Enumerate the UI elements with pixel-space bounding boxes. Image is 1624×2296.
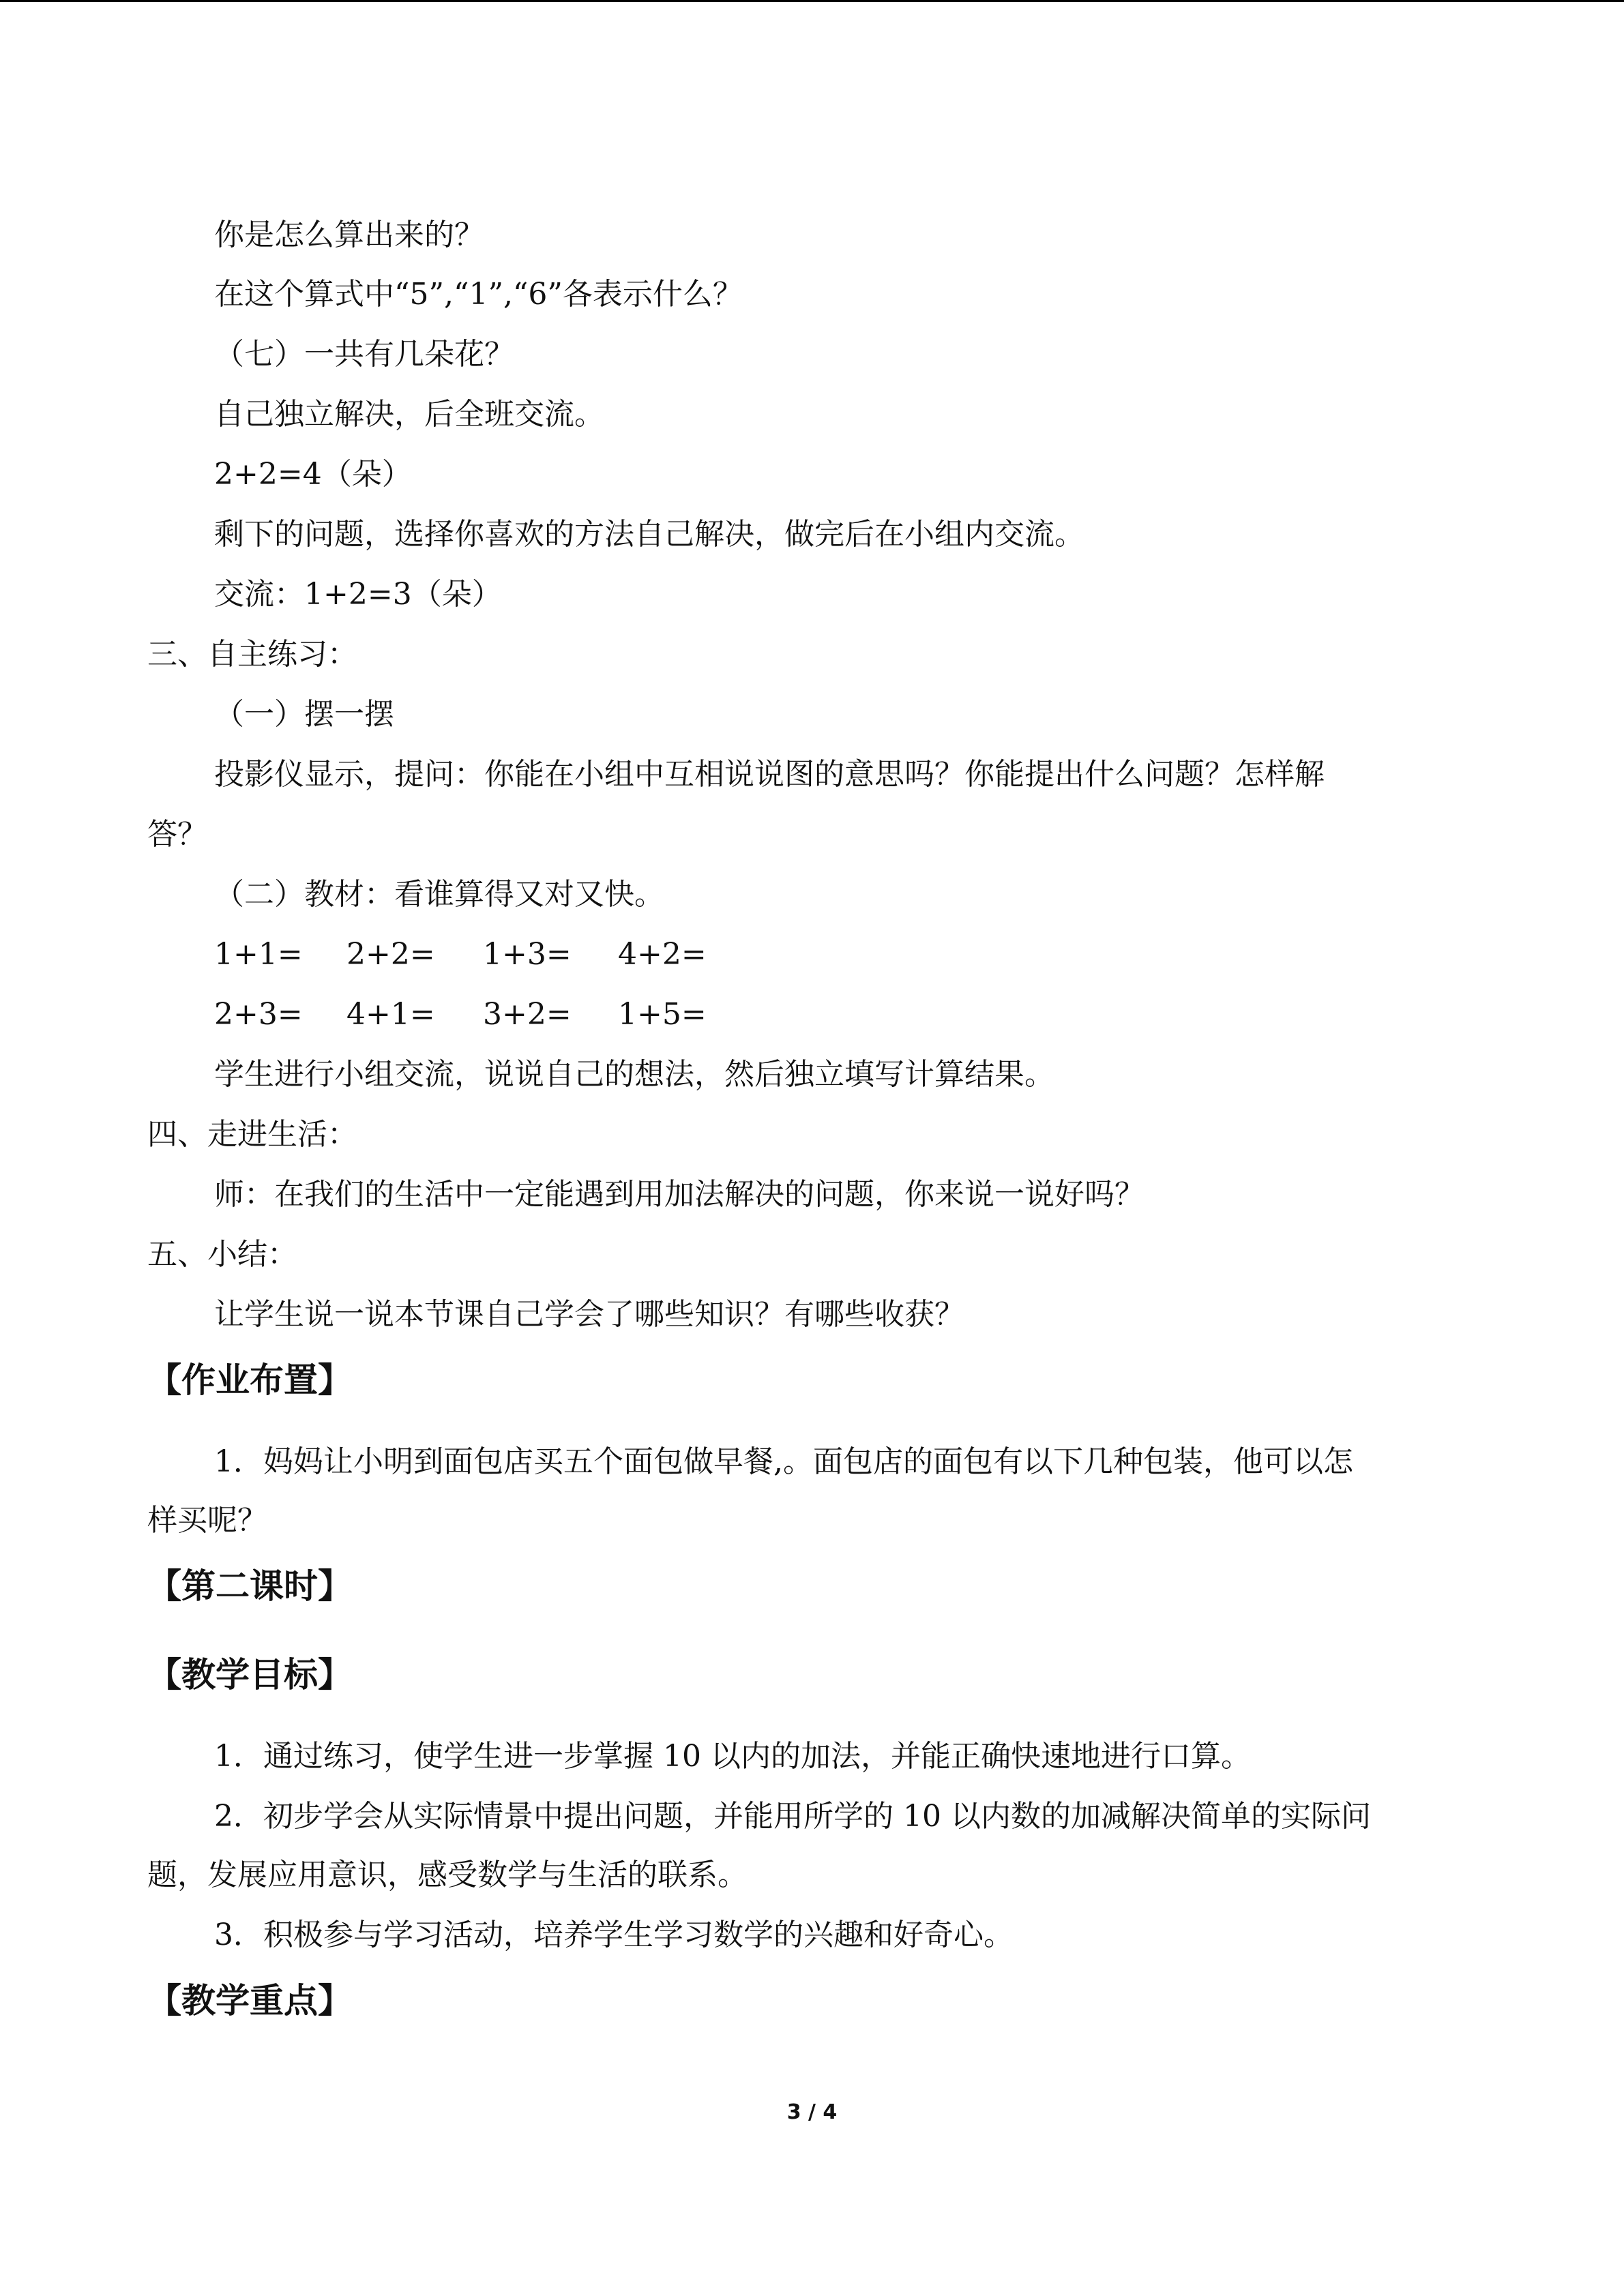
section-title: 五、小结： (147, 1237, 297, 1272)
text-line: 2+2=4（朵） (214, 457, 412, 492)
text-line: 1．通过练习，使学生进一步掌握 10 以内的加法，并能正确快速地进行口算。 (214, 1739, 1251, 1774)
page-number: 3 / 4 (786, 2100, 838, 2124)
text-line: 3．积极参与学习活动，培养学生学习数学的兴趣和好奇心。 (214, 1918, 1014, 1952)
text-line: 投影仪显示，提问：你能在小组中互相说说图的意思吗？你能提出什么问题？怎样解 (214, 757, 1325, 792)
equation: 4+2= (618, 937, 707, 972)
text-line: （七）一共有几朵花？ (214, 337, 514, 372)
text-line: 自己独立解决，后全班交流。 (214, 397, 604, 432)
heading-teaching-goals: 【教学目标】 (147, 1655, 352, 1695)
text-line: 师：在我们的生活中一定能遇到用加法解决的问题，你来说一说好吗？ (214, 1177, 1145, 1212)
text-line: 学生进行小组交流，说说自己的想法，然后独立填写计算结果。 (214, 1057, 1054, 1092)
equation: 2+3= (214, 997, 303, 1032)
text-line: 题，发展应用意识，感受数学与生活的联系。 (147, 1858, 748, 1892)
text-line: 让学生说一说本节课自己学会了哪些知识？有哪些收获？ (214, 1297, 964, 1332)
text-line: 2．初步学会从实际情景中提出问题，并能用所学的 10 以内数的加减解决简单的实际问 (214, 1799, 1371, 1834)
section-title: 四、走进生活： (147, 1117, 357, 1152)
heading-teaching-focus: 【教学重点】 (147, 1981, 352, 2021)
text-line: 1．妈妈让小明到面包店买五个面包做早餐,。面包店的面包有以下几种包装，他可以怎 (214, 1444, 1353, 1479)
text-line: 剩下的问题，选择你喜欢的方法自己解决，做完后在小组内交流。 (214, 517, 1084, 552)
equation: 1+5= (618, 997, 707, 1032)
equation: 1+3= (483, 937, 572, 972)
equation: 4+1= (346, 997, 435, 1032)
text-line: 交流：1+2=3（朵） (214, 577, 502, 612)
text-line: （二）教材：看谁算得又对又快。 (214, 877, 664, 912)
page-top-border (0, 0, 1624, 2)
heading-second-lesson: 【第二课时】 (147, 1566, 352, 1606)
heading-homework: 【作业布置】 (147, 1360, 352, 1400)
equation: 3+2= (483, 997, 572, 1032)
equation: 1+1= (214, 937, 303, 972)
text-line: 你是怎么算出来的？ (214, 218, 484, 252)
text-line: 答？ (147, 817, 207, 852)
section-title: 三、自主练习： (147, 637, 357, 672)
text-line: 样买呢？ (147, 1503, 267, 1538)
text-line: （一）摆一摆 (214, 697, 394, 732)
equation: 2+2= (346, 937, 435, 972)
text-line: 在这个算式中“5”,“1”,“6”各表示什么？ (214, 277, 743, 312)
